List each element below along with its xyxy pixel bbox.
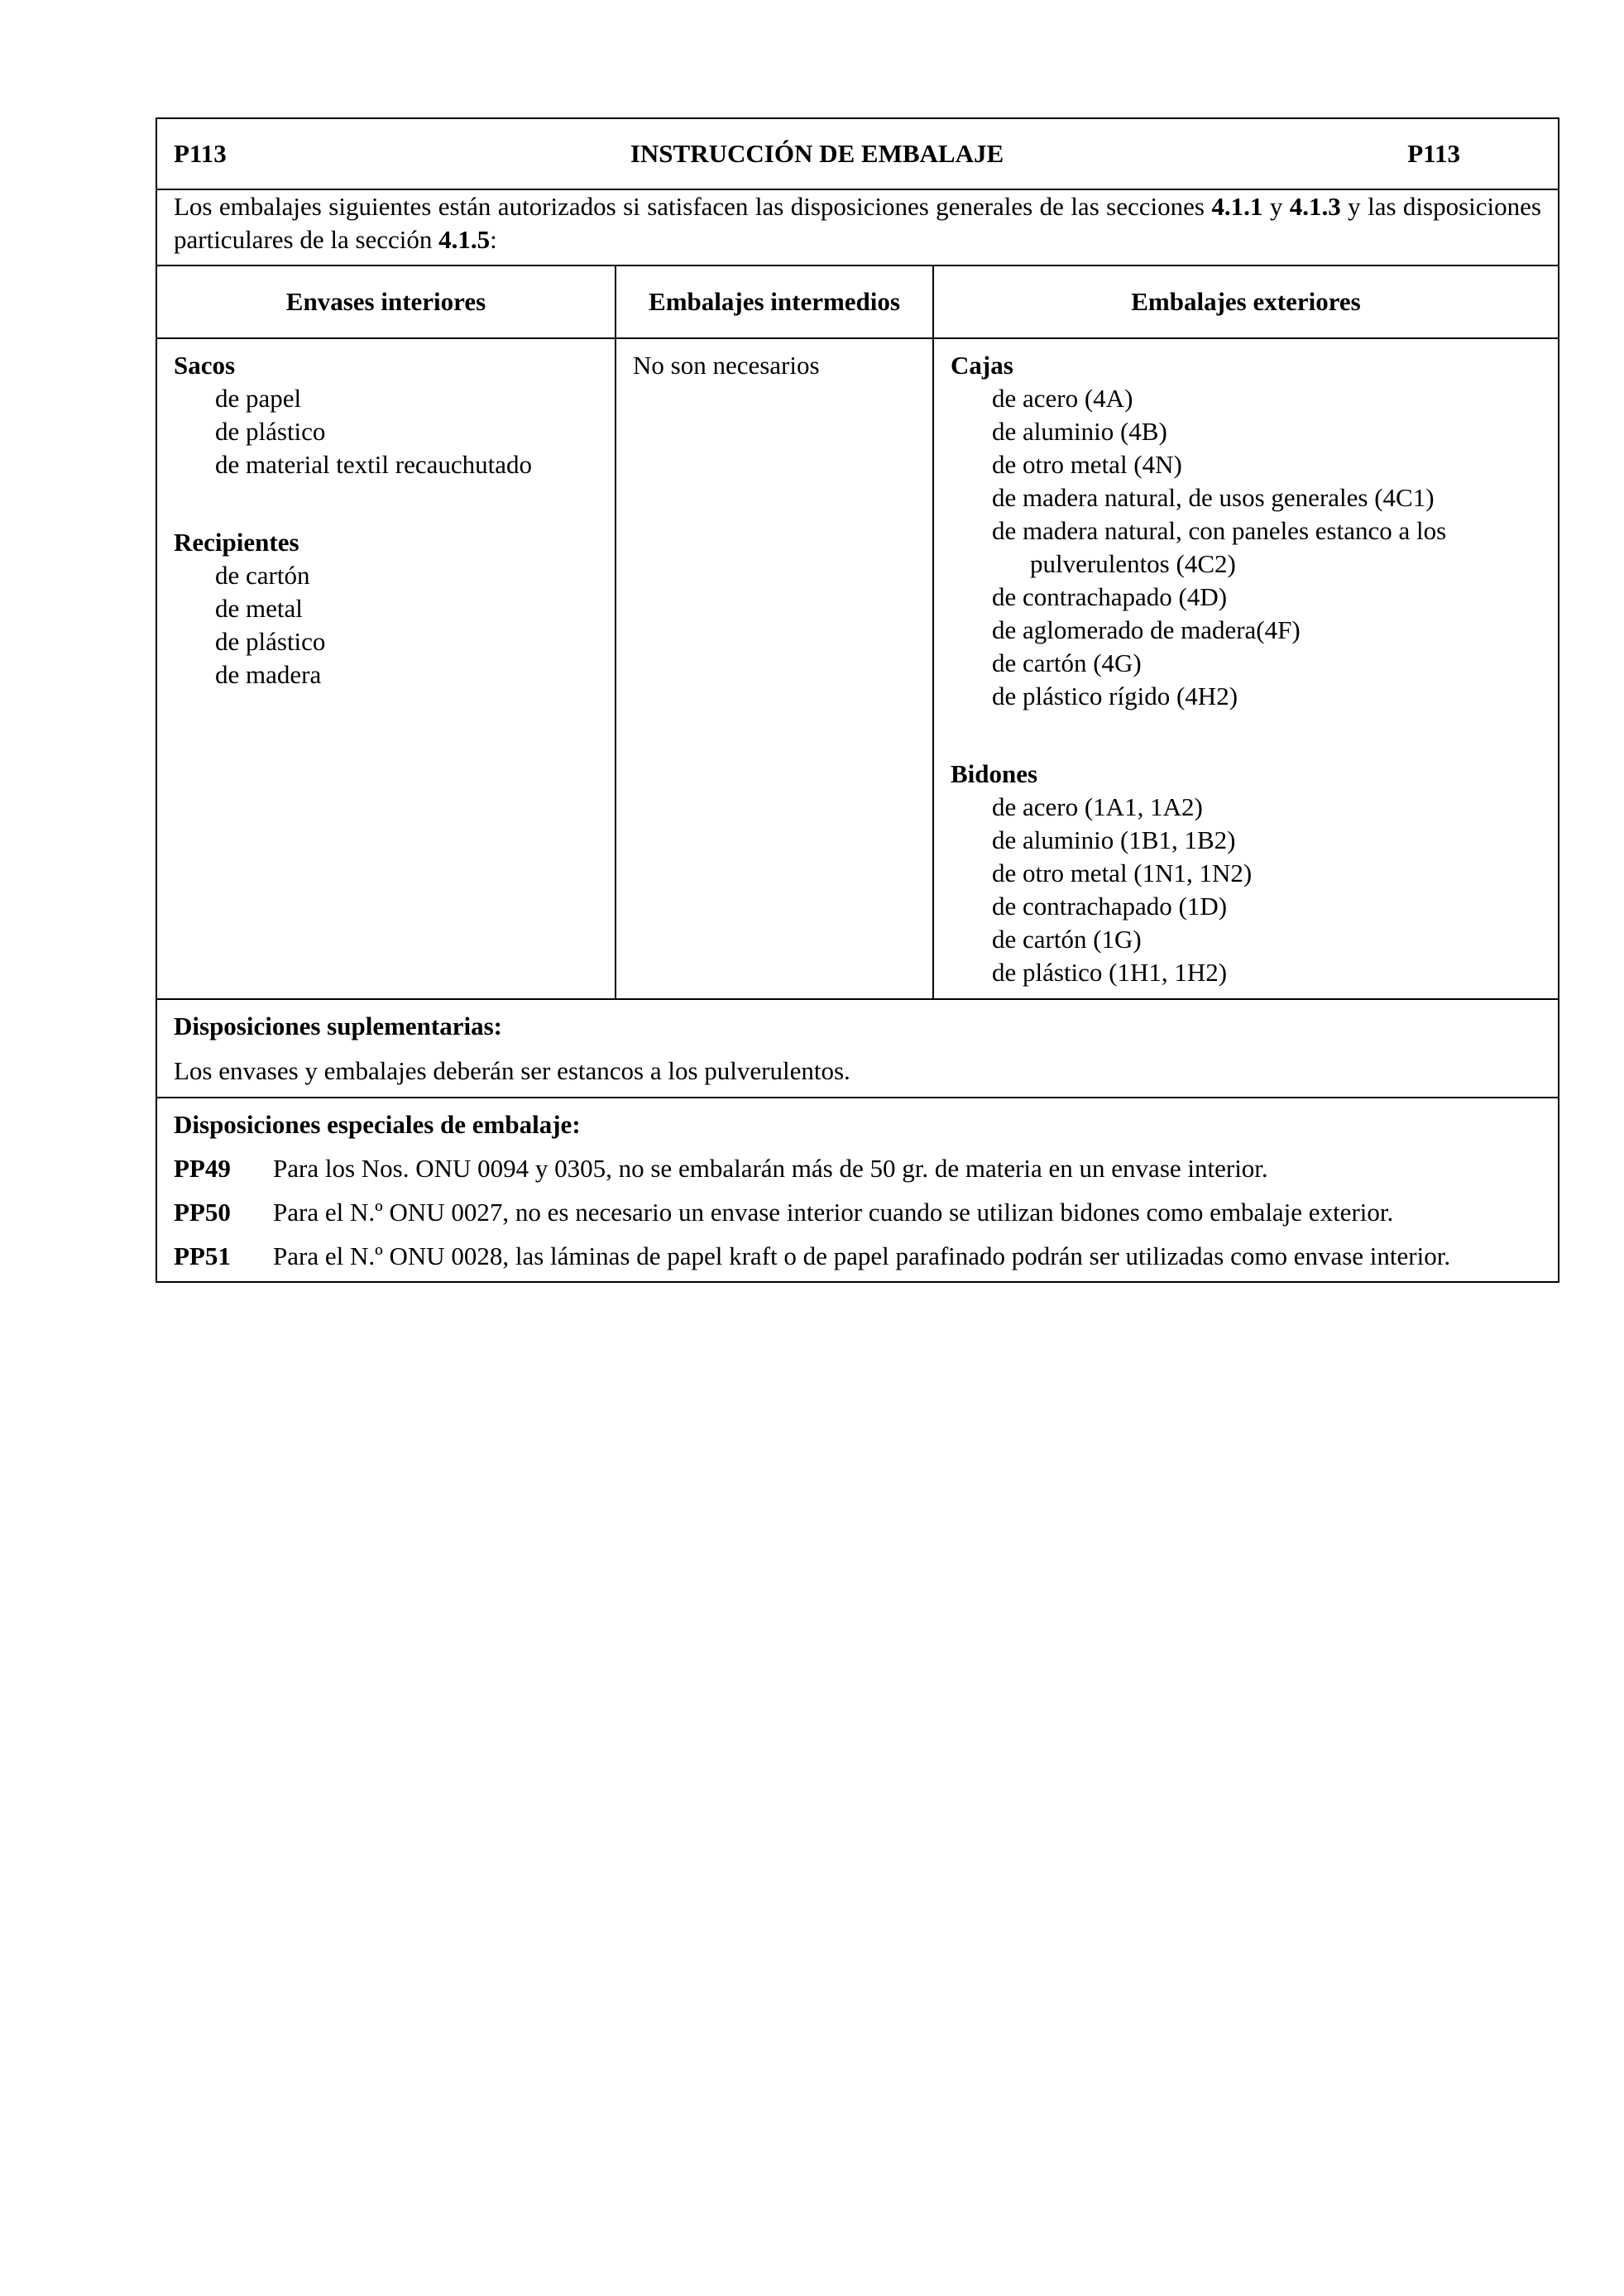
list-item: de papel (215, 384, 302, 413)
list-item (951, 514, 1541, 581)
list-item-continuation: pulverulentos (4C2) (1030, 549, 1236, 578)
provision-text: Para el N.º ONU 0028, las láminas de papel kraft o de papel parafinado podrán ser utilizadas como envase interior. (273, 1241, 1451, 1270)
list-item: de plástico (215, 627, 326, 656)
intro-text-part: : (490, 225, 497, 254)
intermediate-text: No son necesarios (633, 351, 820, 380)
list-item: de cartón (215, 561, 310, 590)
list-item: de acero (1A1, 1A2) (992, 792, 1203, 821)
list-item: de acero (4A) (992, 384, 1133, 413)
list-item: de contrachapado (1D) (992, 892, 1228, 921)
packing-instruction-table (156, 117, 1559, 1283)
column-header-outer: Embalajes exteriores (1131, 287, 1361, 316)
supplementary-title: Disposiciones suplementarias: (174, 1012, 502, 1040)
provision-code: PP49 (174, 1154, 231, 1183)
provision-text: Para los Nos. ONU 0094 y 0305, no se embalarán más de 50 gr. de materia en un envase interior. (273, 1154, 1268, 1183)
list-item: de aglomerado de madera(4F) (992, 615, 1301, 644)
intro-text-part: Los embalajes siguientes están autorizados si satisfacen las disposiciones generales de las secciones (174, 192, 1212, 221)
special-provisions-title: Disposiciones especiales de embalaje: (174, 1110, 581, 1139)
list-item: de aluminio (4B) (992, 417, 1167, 446)
column-header-intermediate: Embalajes intermedios (616, 266, 934, 337)
column-header-inner: Envases interiores (157, 266, 616, 337)
instruction-code-left: P113 (174, 139, 227, 168)
list-item: de otro metal (1N1, 1N2) (992, 859, 1253, 887)
list-item: de plástico rígido (4H2) (992, 682, 1238, 710)
special-packing-provisions (157, 1098, 1558, 1281)
list-item: de material textil recauchutado (215, 450, 533, 479)
list-item: de madera (215, 660, 322, 689)
list-item-line: de madera natural, con paneles estanco a los (992, 516, 1447, 545)
list-item: de madera natural, de usos generales (4C1) (992, 483, 1435, 512)
group-title: Cajas (951, 351, 1013, 380)
section-ref: 4.1.5 (438, 225, 491, 254)
provision-item (174, 1152, 1541, 1185)
intro-paragraph (174, 190, 1541, 256)
instruction-code-right: P113 (1407, 139, 1460, 168)
group-title: Sacos (174, 351, 236, 380)
intro-text-part: y las disposiciones particulares de la sección (174, 192, 1541, 254)
group-title: Bidones (951, 759, 1038, 788)
group-title: Recipientes (174, 528, 299, 557)
inner-packagings-cell (157, 339, 616, 998)
packaging-body (157, 339, 1558, 1000)
list-item: de metal (215, 594, 303, 623)
intermediate-packagings-cell (616, 339, 934, 998)
outer-packagings-cell (934, 339, 1558, 998)
provision-code: PP51 (174, 1241, 231, 1270)
supplementary-text: Los envases y embalajes deberán ser estancos a los pulverulentos. (174, 1056, 850, 1085)
provision-text: Para el N.º ONU 0027, no es necesario un envase interior cuando se utilizan bidones como embalaje exterior. (273, 1198, 1394, 1227)
list-item: de plástico (1H1, 1H2) (992, 958, 1228, 987)
column-headers (157, 266, 1558, 339)
provision-code: PP50 (174, 1198, 231, 1227)
intro-text-part: y (1262, 192, 1290, 221)
instruction-header (157, 119, 1558, 190)
list-item: de aluminio (1B1, 1B2) (992, 825, 1236, 854)
supplementary-provisions (157, 1000, 1558, 1098)
list-item: de otro metal (4N) (992, 450, 1182, 479)
instruction-title: INSTRUCCIÓN DE EMBALAJE (630, 139, 1004, 168)
list-item: de contrachapado (4D) (992, 582, 1228, 611)
intro-section (157, 190, 1558, 266)
section-ref: 4.1.3 (1289, 192, 1341, 221)
list-item: de plástico (215, 417, 326, 446)
section-ref: 4.1.1 (1211, 192, 1263, 221)
list-item: de cartón (4G) (992, 648, 1142, 677)
provision-item (174, 1240, 1541, 1273)
provision-item (174, 1196, 1541, 1229)
list-item: de cartón (1G) (992, 925, 1142, 954)
